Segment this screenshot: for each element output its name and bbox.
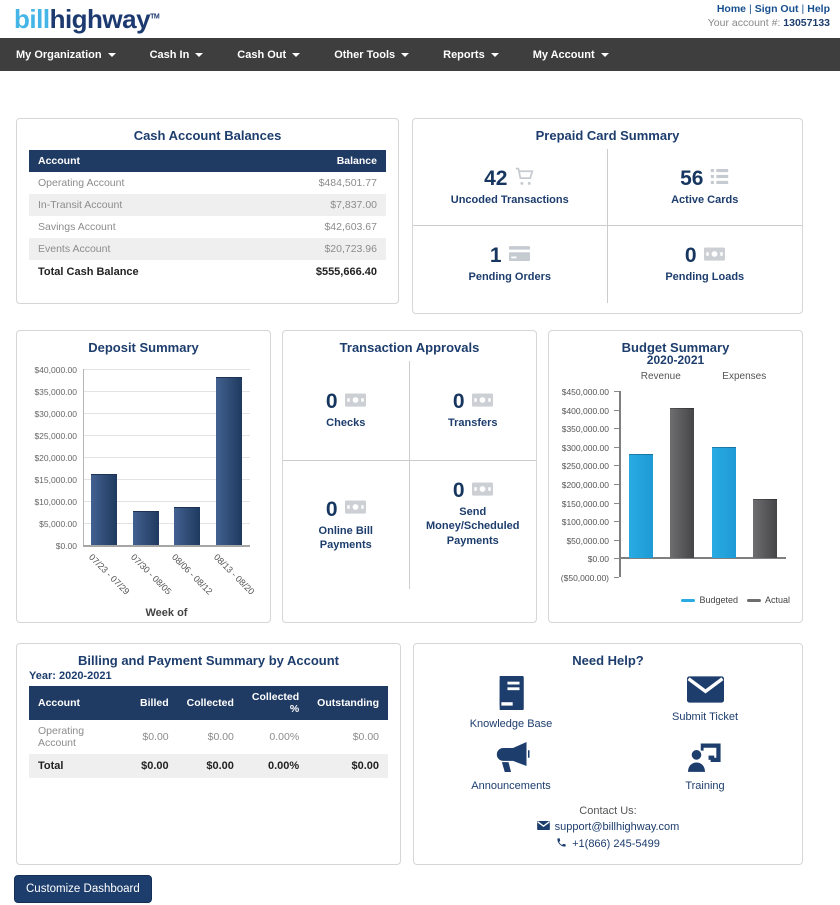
- nav-label: My Account: [532, 48, 595, 61]
- help-link[interactable]: Help: [807, 3, 830, 15]
- banknote-icon: [345, 393, 366, 412]
- envelope-icon: [537, 821, 550, 833]
- budget-summary-panel: [548, 330, 803, 623]
- stat-value: 0: [684, 244, 697, 268]
- stat-uncoded-transactions[interactable]: [413, 149, 608, 226]
- year-label: Year: 2020-2021: [29, 670, 112, 682]
- column-header-collected-pct: Collected %: [243, 686, 308, 720]
- cash-balances-table: [29, 150, 386, 284]
- account-name: In-Transit Account: [38, 199, 123, 212]
- knowledge-base-link[interactable]: [414, 676, 608, 730]
- stat-pending-orders[interactable]: [413, 226, 608, 303]
- help-links-grid: [414, 676, 802, 792]
- banknote-icon: [704, 247, 725, 266]
- prepaid-card-summary-panel: [412, 118, 803, 314]
- chevron-down-icon: [292, 53, 300, 57]
- table-row: [29, 194, 386, 216]
- link-separator: |: [801, 3, 805, 15]
- table-row: [29, 238, 386, 260]
- table-header-row: [29, 150, 386, 172]
- chevron-down-icon: [401, 53, 409, 57]
- chevron-down-icon: [195, 53, 203, 57]
- stat-online-bill-payments[interactable]: [283, 461, 410, 589]
- help-link-label: Submit Ticket: [671, 711, 739, 723]
- approvals-stats-grid: [283, 361, 536, 589]
- table-row: [29, 172, 386, 194]
- account-label: Your account #:: [707, 17, 781, 29]
- table-header-row: [29, 686, 388, 720]
- help-link-label: Announcements: [471, 780, 551, 792]
- support-phone-text: +1(866) 245-5499: [572, 838, 660, 850]
- prepaid-stats-grid: [413, 149, 802, 303]
- account-name: Operating Account: [38, 177, 125, 190]
- outstanding-value: $0.00: [352, 731, 379, 744]
- logo-trademark: TM: [150, 13, 160, 21]
- nav-label: Other Tools: [334, 48, 396, 61]
- deposit-summary-chart: $0.00 $5,000.00 $10,000.00 $15,000.00 $20,000.00 $25,000.00 $30,000.00 $35,000.00 $40,000.00 07/23 - 07/29 07/30 - 08/05 08/06 - 08/12 08/13 - 08/20 Week of: [34, 365, 257, 619]
- column-header-account: Account: [29, 150, 243, 172]
- credit-card-icon: [509, 246, 530, 266]
- cart-icon: [514, 166, 535, 191]
- stat-label: Online Bill Payments: [318, 524, 373, 551]
- cash-account-balances-panel: [16, 118, 399, 304]
- stat-active-cards[interactable]: [608, 149, 803, 226]
- billing-summary-table: [29, 686, 388, 778]
- nav-my-account[interactable]: [533, 49, 609, 61]
- stat-label: Pending Loads: [665, 271, 745, 284]
- submit-ticket-link[interactable]: [608, 676, 802, 730]
- nav-cash-in[interactable]: [150, 49, 204, 61]
- megaphone-icon: [493, 742, 530, 777]
- stat-value: 0: [452, 479, 465, 502]
- announcements-link[interactable]: [414, 742, 608, 792]
- stat-transfers[interactable]: [410, 361, 537, 461]
- home-link[interactable]: Home: [716, 3, 747, 15]
- panel-title: Deposit Summary: [88, 340, 199, 355]
- panel-subtitle: 2020-2021: [646, 353, 705, 367]
- stat-value: 1: [489, 244, 502, 268]
- support-email-text: support@billhighway.com: [554, 821, 680, 833]
- banknote-icon: [345, 500, 366, 519]
- collected-pct-value: 0.00%: [269, 731, 300, 744]
- banknote-icon: [472, 482, 493, 501]
- panel-title: Budget Summary: [621, 340, 730, 355]
- help-link-label: Training: [685, 780, 725, 792]
- header-utility-area: [708, 3, 830, 29]
- total-billed: $0.00: [141, 760, 169, 773]
- customize-dashboard-button[interactable]: Customize Dashboard: [14, 875, 152, 903]
- link-separator: |: [749, 3, 752, 15]
- stat-value: 0: [452, 390, 465, 414]
- training-link[interactable]: [608, 742, 802, 792]
- total-row: [29, 260, 386, 284]
- nav-reports[interactable]: [443, 49, 499, 61]
- stat-send-money-scheduled-payments[interactable]: [410, 461, 537, 552]
- column-header-billed: Billed: [131, 686, 178, 720]
- panel-title: Cash Account Balances: [133, 128, 282, 143]
- total-collected-pct: 0.00%: [267, 760, 300, 773]
- stat-pending-loads[interactable]: [608, 226, 803, 303]
- panel-title: Need Help?: [572, 653, 644, 668]
- billing-payment-summary-panel: [16, 643, 401, 865]
- column-header-outstanding: Outstanding: [308, 686, 388, 720]
- panel-title: Billing and Payment Summary by Account: [77, 653, 339, 668]
- budget-summary-chart: $450,000.00 $400,000.00 $350,000.00 $300,000.00 $250,000.00 $200,000.00 $150,000.00 $100,000.00 $50,000.00 $0.00 ($50,000.00) Revenue Expenses Budgeted Actual: [560, 371, 790, 605]
- account-balance: $20,723.96: [324, 243, 377, 256]
- top-links: [708, 3, 830, 15]
- banknote-icon: [472, 393, 493, 412]
- billhighway-logo[interactable]: [14, 4, 159, 35]
- billed-value: $0.00: [142, 731, 169, 744]
- main-nav: [0, 38, 840, 71]
- chevron-down-icon: [601, 53, 609, 57]
- stat-label: Uncoded Transactions: [450, 194, 569, 207]
- column-header-balance: Balance: [243, 150, 386, 172]
- account-name: Operating Account: [38, 725, 85, 750]
- nav-my-organization[interactable]: [16, 49, 116, 61]
- total-row: [29, 754, 388, 778]
- support-email-link[interactable]: [414, 821, 802, 833]
- total-label: Total: [38, 760, 64, 773]
- collected-value: $0.00: [207, 731, 234, 744]
- stat-label: Pending Orders: [468, 271, 552, 284]
- stat-label: Send Money/Scheduled Payments: [425, 506, 520, 547]
- stat-label: Transfers: [447, 417, 498, 430]
- account-balance: $42,603.67: [324, 221, 377, 234]
- chevron-down-icon: [491, 53, 499, 57]
- contact-heading: Contact Us:: [579, 805, 637, 817]
- table-row: [29, 720, 388, 754]
- deposit-summary-panel: [16, 330, 271, 623]
- nav-cash-out[interactable]: [237, 49, 300, 61]
- signout-link[interactable]: Sign Out: [754, 3, 799, 15]
- stat-value: 42: [484, 166, 508, 190]
- chevron-down-icon: [108, 53, 116, 57]
- total-collected: $0.00: [206, 760, 234, 773]
- envelope-icon: [687, 676, 724, 708]
- contact-us-block: [414, 805, 802, 851]
- stat-value: 56: [680, 166, 704, 190]
- stat-label: Checks: [326, 417, 366, 430]
- stat-checks[interactable]: [283, 361, 410, 461]
- panel-title: Transaction Approvals: [339, 340, 480, 355]
- account-balance: $484,501.77: [318, 177, 377, 190]
- book-icon: [495, 676, 527, 715]
- account-name: Events Account: [38, 243, 111, 256]
- dashboard-content: [16, 118, 805, 865]
- help-link-label: Knowledge Base: [469, 718, 553, 730]
- nav-label: My Organization: [16, 48, 102, 61]
- stat-label: Active Cards: [671, 193, 739, 206]
- logo-bill-text: bill: [14, 4, 50, 34]
- nav-label: Cash Out: [237, 48, 287, 61]
- total-outstanding: $0.00: [351, 760, 379, 773]
- account-name: Savings Account: [38, 221, 116, 234]
- need-help-panel: [413, 643, 803, 865]
- column-header-collected: Collected: [178, 686, 243, 720]
- nav-other-tools[interactable]: [334, 49, 409, 61]
- transaction-approvals-panel: [282, 330, 537, 623]
- account-number-line: [708, 17, 830, 29]
- logo-highway-text: highway: [49, 4, 151, 34]
- header: [0, 0, 840, 38]
- panel-title: Prepaid Card Summary: [535, 128, 680, 143]
- nav-label: Cash In: [149, 48, 190, 61]
- total-label: Total Cash Balance: [38, 266, 139, 279]
- total-balance: $555,666.40: [315, 266, 377, 279]
- training-icon: [688, 742, 722, 777]
- stat-value: 0: [325, 497, 338, 521]
- list-icon: [710, 168, 729, 190]
- phone-icon: [556, 837, 567, 851]
- support-phone-link[interactable]: [414, 837, 802, 851]
- account-balance: $7,837.00: [330, 199, 377, 212]
- column-header-account: Account: [29, 686, 131, 720]
- account-number: 13057133: [783, 17, 830, 29]
- stat-value: 0: [325, 390, 338, 414]
- nav-label: Reports: [443, 48, 485, 61]
- table-row: [29, 216, 386, 238]
